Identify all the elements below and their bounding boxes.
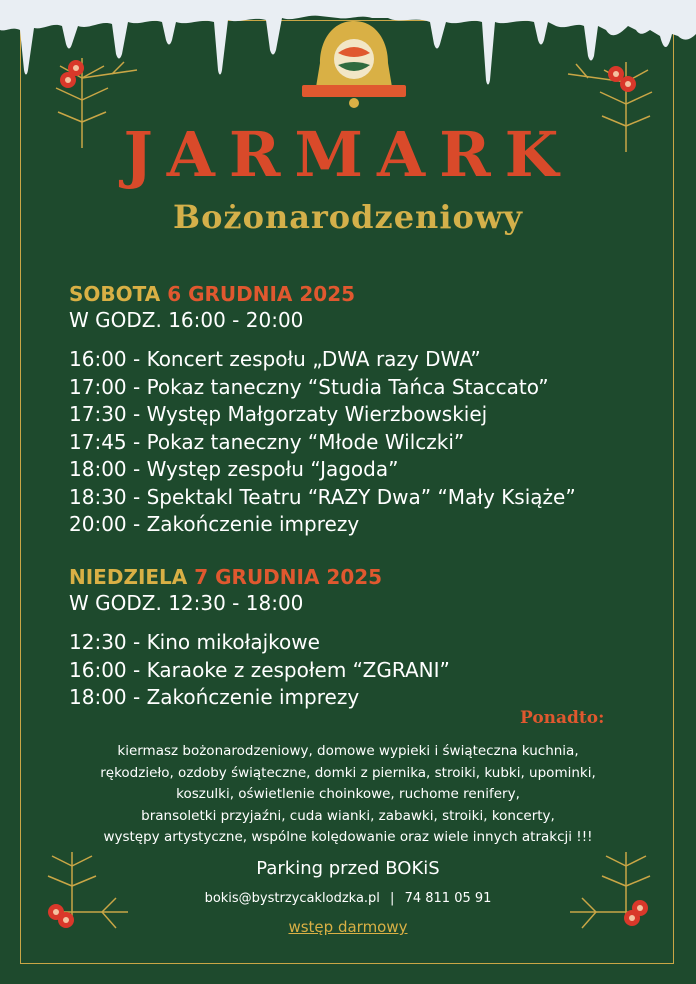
bell-icon <box>298 15 410 110</box>
poster-title: JARMARK <box>123 118 573 191</box>
contact-line <box>0 891 696 906</box>
saturday-day: SOBOTA <box>69 282 161 306</box>
schedule-item: 18:00 - Występ zespołu “Jagoda” <box>69 457 399 481</box>
extras-line: występy artystyczne, wspólne kolędowanie oraz wiele innych atrakcji !!! <box>103 829 593 846</box>
sunday-section <box>69 565 450 712</box>
sunday-day: NIEDZIELA <box>69 565 188 589</box>
saturday-date: 6 GRUDNIA 2025 <box>167 282 356 306</box>
schedule-item: 17:00 - Pokaz taneczny “Studia Tańca Staccato” <box>69 374 549 399</box>
sunday-hours: W GODZ. 12:30 - 18:00 <box>69 591 304 615</box>
extras-line: rękodzieło, ozdoby świąteczne, domki z piernika, stroiki, kubki, upominki, <box>100 764 596 781</box>
extras-description <box>30 741 666 849</box>
schedule-item: 18:00 - Zakończenie imprezy <box>69 685 360 709</box>
poster-subtitle: Bożonarodzeniowy <box>173 198 523 236</box>
saturday-section <box>69 282 576 539</box>
parking-info: Parking przed BOKiS <box>256 858 440 879</box>
sunday-heading <box>69 565 450 589</box>
schedule-item: 16:00 - Karaoke z zespołem “ZGRANI” <box>69 657 450 682</box>
schedule-item: 18:30 - Spektakl Teatru “RAZY Dwa” “Mały Książe” <box>69 484 576 509</box>
schedule-item: 17:45 - Pokaz taneczny “Młode Wilczki” <box>69 429 465 454</box>
extras-line: bransoletki przyjaźni, cuda wianki, zabawki, stroiki, koncerty, <box>141 807 555 824</box>
sunday-date: 7 GRUDNIA 2025 <box>194 565 383 589</box>
extras-line: koszulki, oświetlenie choinkowe, ruchome renifery, <box>176 786 520 803</box>
extras-line: kiermasz bożonarodzeniowy, domowe wypieki i świąteczna kuchnia, <box>117 743 579 759</box>
contact-email[interactable]: bokis@bystrzycaklodzka.pl <box>204 891 380 906</box>
schedule-item: 16:00 - Koncert zespołu „DWA razy DWA” <box>69 347 481 371</box>
schedule-item: 12:30 - Kino mikołajkowe <box>69 630 320 654</box>
free-entry-link[interactable]: wstęp darmowy <box>288 918 408 936</box>
extras-heading: Ponadto: <box>520 708 605 728</box>
schedule-item: 17:30 - Występ Małgorzaty Wierzbowskiej <box>69 402 488 426</box>
contact-phone[interactable]: 74 811 05 91 <box>404 891 492 906</box>
saturday-hours: W GODZ. 16:00 - 20:00 <box>69 308 304 332</box>
schedule-item: 20:00 - Zakończenie imprezy <box>69 512 360 536</box>
saturday-heading <box>69 282 576 306</box>
contact-separator: | <box>390 891 395 906</box>
